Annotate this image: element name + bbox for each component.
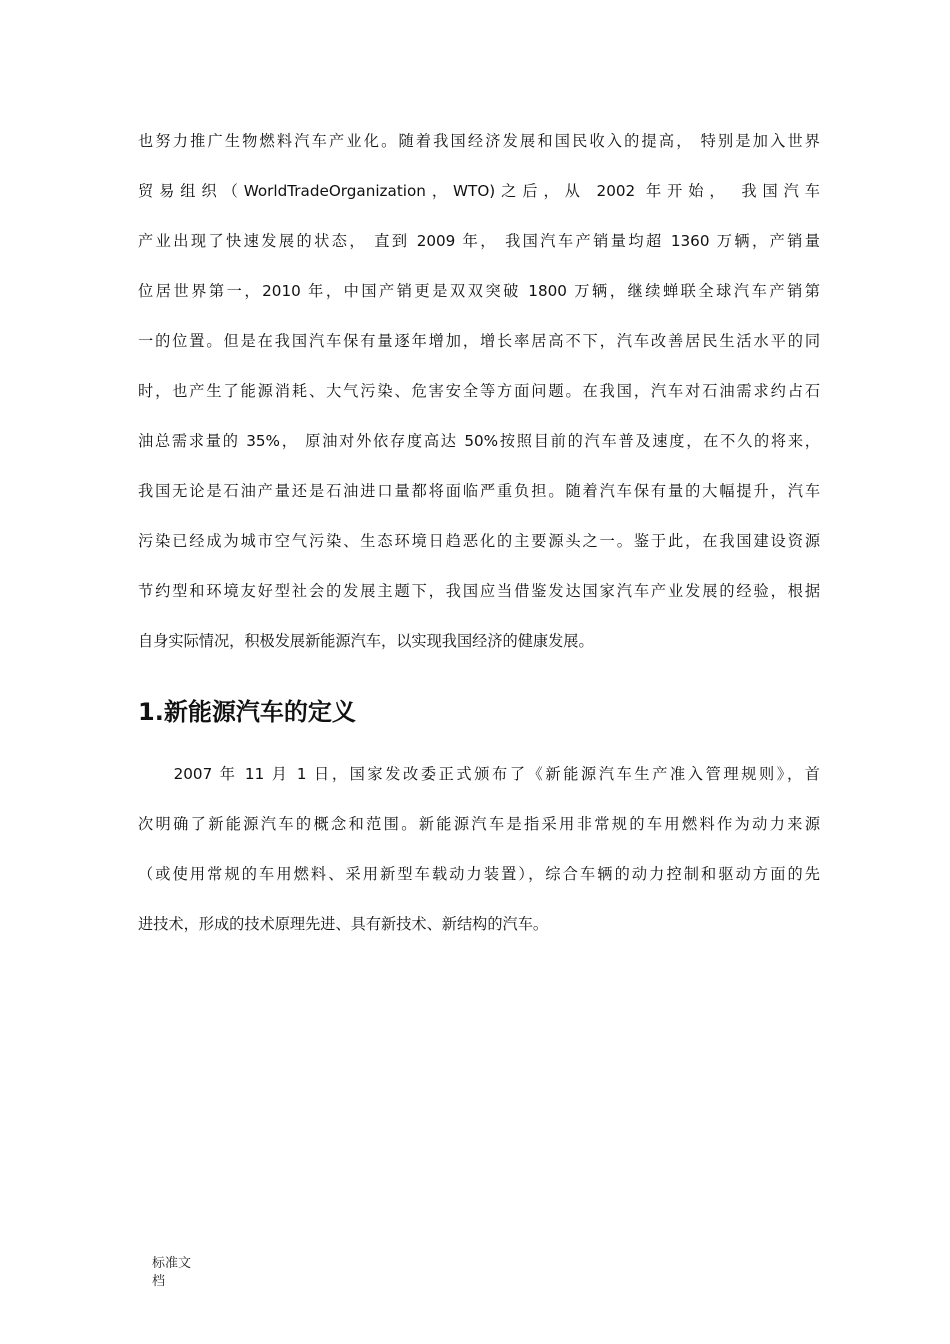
paragraph-line: 位居世界第一，2010 年，中国产销更是双双突破 1800 万辆，继续蝉联全球汽车产销第 [138, 282, 820, 300]
definition-paragraph [138, 760, 820, 940]
paragraph-line: 节约型和环境友好型社会的发展主题下，我国应当借鉴发达国家汽车产业发展的经验，根据 [138, 582, 820, 600]
intro-paragraph [138, 127, 820, 657]
paragraph-line: 2007 年 11 月 1 日，国家发改委正式颁布了《新能源汽车生产准入管理规则》，首 [138, 765, 820, 783]
paragraph-line: 产业出现了快速发展的状态， 直到 2009 年， 我国汽车产销量均超 1360 万辆，产销量 [138, 232, 820, 250]
paragraph-line: 也努力推广生物燃料汽车产业化。随着我国经济发展和国民收入的提高， 特别是加入世界 [138, 132, 820, 150]
paragraph-line: 时，也产生了能源消耗、大气污染、危害安全等方面问题。在我国，汽车对石油需求约占石 [138, 382, 820, 400]
footer-label: 标准文档 [152, 1256, 192, 1289]
paragraph-line: 自身实际情况，积极发展新能源汽车，以实现我国经济的健康发展。 [138, 632, 594, 650]
paragraph-line: 油总需求量的 35%， 原油对外依存度高达 50%按照目前的汽车普及速度，在不久的将来， [138, 432, 820, 450]
paragraph-line: （或使用常规的车用燃料、采用新型车载动力装置），综合车辆的动力控制和驱动方面的先 [138, 865, 820, 883]
paragraph-line: 我国无论是石油产量还是石油进口量都将面临严重负担。随着汽车保有量的大幅提升，汽车 [138, 482, 820, 500]
paragraph-line: 进技术，形成的技术原理先进、具有新技术、新结构的汽车。 [138, 915, 549, 933]
paragraph-line: 贸易组织（WorldTradeOrganization，WTO)之后，从 2002 年开始， 我国汽车 [138, 182, 820, 200]
paragraph-line: 污染已经成为城市空气污染、生态环境日趋恶化的主要源头之一。鉴于此，在我国建设资源 [138, 532, 820, 550]
paragraph-line: 一的位置。但是在我国汽车保有量逐年增加，增长率居高不下，汽车改善居民生活水平的同 [138, 332, 820, 350]
paragraph-line: 次明确了新能源汽车的概念和范围。新能源汽车是指采用非常规的车用燃料作为动力来源 [138, 815, 820, 833]
section-heading: 1.新能源汽车的定义 [138, 698, 356, 726]
